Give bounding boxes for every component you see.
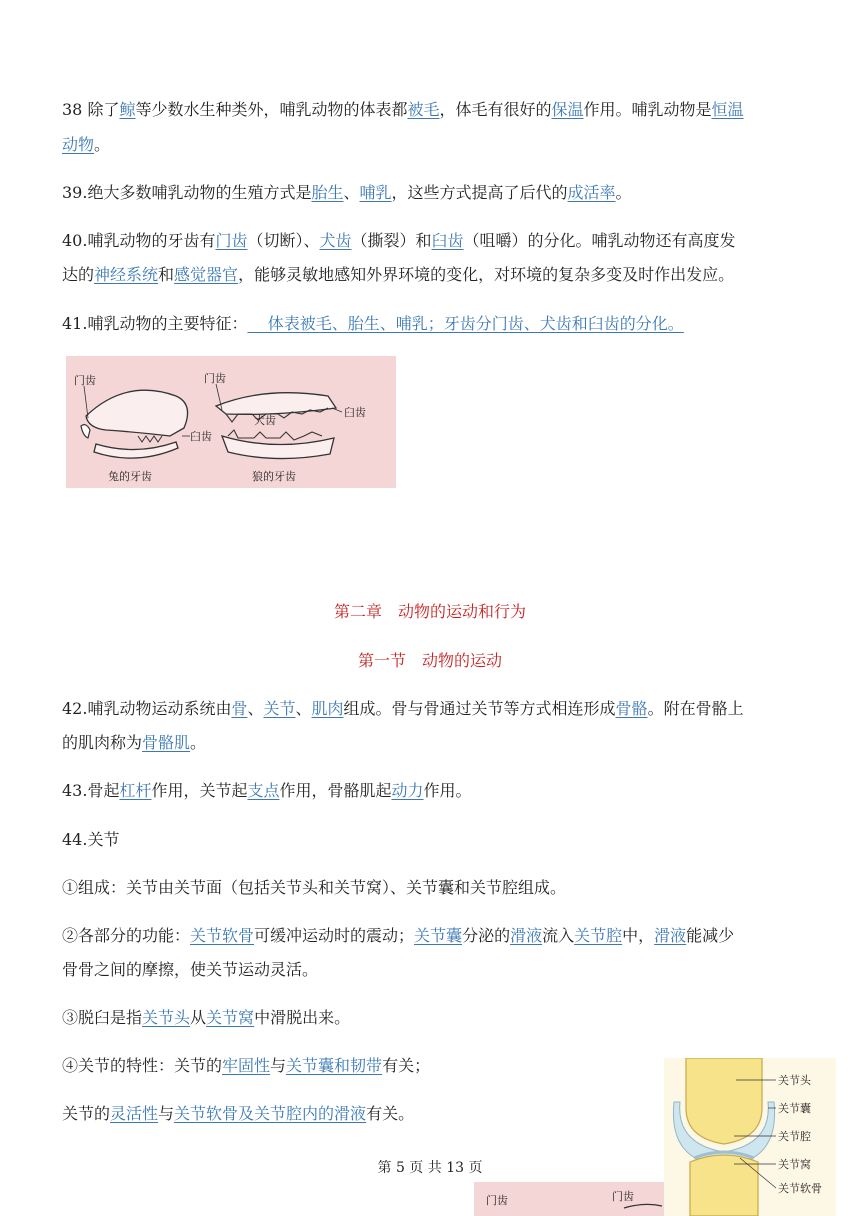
chapter-title: 第二章 动物的运动和行为: [333, 602, 526, 621]
item-42-line-1: 42.哺乳动物运动系统由骨、关节、肌肉组成。骨与骨通过关节等方式相连形成骨骼。附在骨骼上: [62, 699, 744, 718]
answer-lactation: 哺乳: [359, 183, 392, 202]
item-44: 44.关节: [62, 830, 120, 849]
answer-bone: 骨: [231, 699, 248, 718]
answer-main-features: 体表被毛、胎生、哺乳；牙齿分门齿、犬齿和臼齿的分化。: [247, 314, 684, 333]
joint-cavity-label: 关节腔: [778, 1130, 811, 1143]
partial-incisor-label-2: 门齿: [612, 1190, 634, 1203]
answer-skeleton: 骨骼: [615, 699, 648, 718]
rabbit-molar-label: 臼齿: [190, 430, 212, 443]
answer-firmness: 牢固性: [222, 1056, 271, 1075]
item-38-line-1: 38 除了鲸等少数水生种类外，哺乳动物的体表都被毛，体毛有很好的保温作用。哺乳动物是恒温: [62, 100, 744, 119]
answer-nervous-system: 神经系统: [94, 265, 159, 284]
answer-canine: 犬齿: [319, 231, 352, 250]
wolf-incisor-label: 门齿: [204, 372, 226, 385]
answer-whale: 鲸: [119, 100, 136, 119]
item-44-5: 关节的灵活性与关节软骨及关节腔内的滑液有关。: [62, 1104, 415, 1123]
rabbit-incisor-label: 门齿: [74, 374, 96, 387]
answer-articular-cartilage: 关节软骨: [190, 926, 255, 945]
answer-sense-organs: 感觉器官: [174, 265, 239, 284]
answer-viviparity: 胎生: [311, 183, 344, 202]
wolf-molar-label: 臼齿: [344, 406, 366, 419]
answer-homeothermic-2: 动物: [62, 135, 95, 154]
answer-capsule-and-ligament: 关节囊和韧带: [286, 1056, 383, 1075]
item-44-2-line-2: 骨骨之间的摩擦，使关节运动灵活。: [62, 960, 319, 979]
answer-synovial-fluid-2: 滑液: [654, 926, 687, 945]
answer-joint: 关节: [263, 699, 296, 718]
answer-survival-rate: 成活率: [567, 183, 616, 202]
answer-joint-capsule: 关节囊: [414, 926, 463, 945]
wolf-canine-label: 犬齿: [254, 414, 276, 427]
answer-joint-socket: 关节窝: [206, 1008, 255, 1027]
teeth-illustration: [66, 356, 396, 488]
answer-homeothermic-1: 恒温: [711, 100, 744, 119]
partial-incisor-label-1: 门齿: [486, 1194, 508, 1207]
item-40-line-2: 达的神经系统和感觉器官，能够灵敏地感知外界环境的变化，对环境的复杂多变及时作出发应。: [62, 265, 735, 284]
item-43: 43.骨起杠杆作用，关节起支点作用，骨骼肌起动力作用。: [62, 781, 472, 800]
answer-joint-head: 关节头: [142, 1008, 191, 1027]
joint-illustration: [664, 1058, 836, 1216]
answer-joint-cavity: 关节腔: [574, 926, 623, 945]
item-42-line-2: 的肌肉称为骨骼肌。: [62, 733, 207, 752]
joint-socket-label: 关节窝: [778, 1158, 811, 1171]
teeth-figure: [66, 356, 396, 488]
item-44-3: ③脱臼是指关节头从关节窝中滑脱出来。: [62, 1008, 351, 1027]
teeth-illustration-partial: [474, 1182, 664, 1216]
teeth-figure-partial: [474, 1182, 664, 1216]
joint-cartilage-label: 关节软骨: [778, 1182, 822, 1195]
answer-fur: 被毛: [407, 100, 440, 119]
answer-flexibility: 灵活性: [110, 1104, 159, 1123]
section-title: 第一节 动物的运动: [357, 651, 502, 670]
item-38-line-2: 动物。: [62, 135, 111, 154]
page-footer: 第 5 页 共 13 页: [377, 1160, 483, 1176]
answer-fulcrum: 支点: [247, 781, 280, 800]
answer-warmth: 保温: [551, 100, 584, 119]
answer-lever: 杠杆: [119, 781, 152, 800]
joint-capsule-label: 关节囊: [778, 1102, 811, 1115]
answer-molar: 臼齿: [431, 231, 464, 250]
answer-power: 动力: [391, 781, 424, 800]
item-41: 41.哺乳动物的主要特征： 体表被毛、胎生、哺乳；牙齿分门齿、犬齿和臼齿的分化。: [62, 314, 684, 333]
joint-figure: [664, 1058, 836, 1216]
wolf-caption: 狼的牙齿: [252, 470, 296, 483]
joint-head-label: 关节头: [778, 1074, 811, 1087]
item-40-line-1: 40.哺乳动物的牙齿有门齿（切断）、犬齿（撕裂）和臼齿（咀嚼）的分化。哺乳动物还有高度发: [62, 231, 736, 250]
rabbit-caption: 兔的牙齿: [108, 470, 152, 483]
answer-synovial-fluid-1: 滑液: [510, 926, 543, 945]
item-44-1: ①组成：关节由关节面（包括关节头和关节窝）、关节囊和关节腔组成。: [62, 878, 567, 897]
item-44-4: ④关节的特性：关节的牢固性与关节囊和韧带有关；: [62, 1056, 431, 1075]
answer-skeletal-muscle: 骨骼肌: [142, 733, 191, 752]
answer-incisor: 门齿: [215, 231, 248, 250]
item-39: 39.绝大多数哺乳动物的生殖方式是胎生、哺乳，这些方式提高了后代的成活率。: [62, 183, 632, 202]
answer-muscle: 肌肉: [311, 699, 344, 718]
answer-cartilage-and-fluid: 关节软骨及关节腔内的滑液: [174, 1104, 367, 1123]
item-44-2-line-1: ②各部分的功能：关节软骨可缓冲运动时的震动；关节囊分泌的滑液流入关节腔中，滑液能减少: [62, 926, 735, 945]
